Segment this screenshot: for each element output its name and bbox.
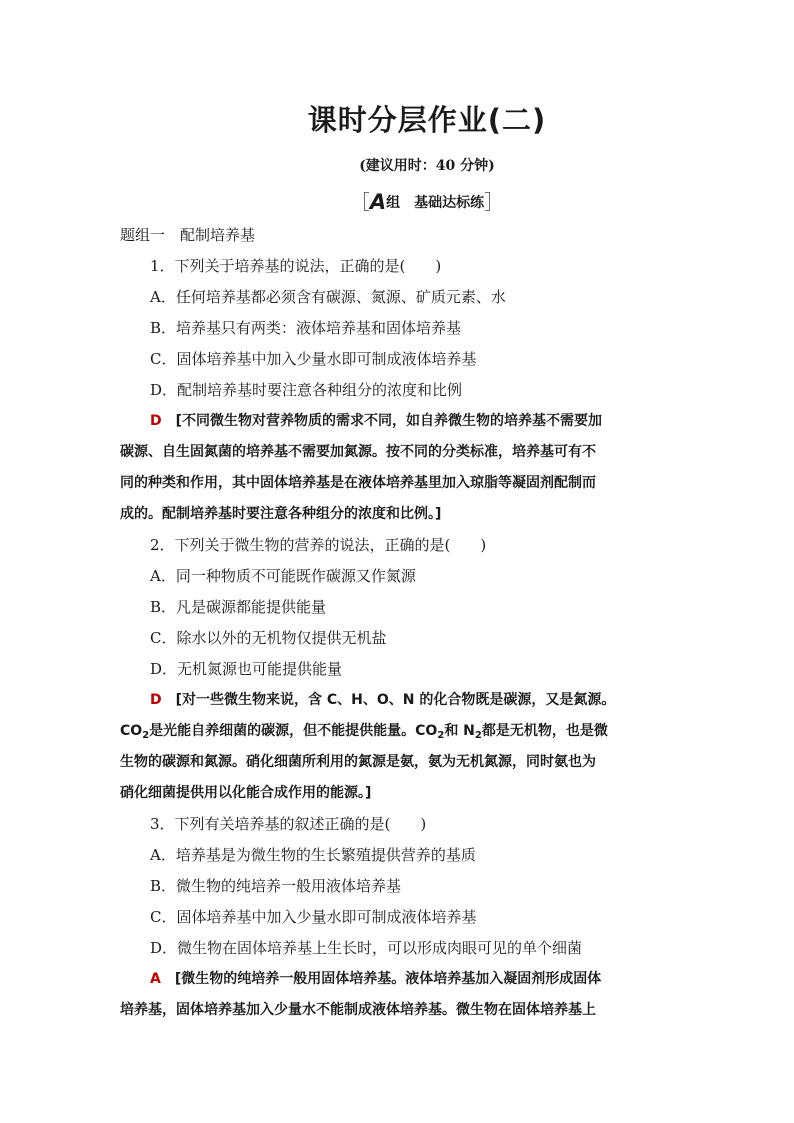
q1-explanation-line-4: 成的。配制培养基时要注意各种组分的浓度和比例。] <box>120 506 442 522</box>
q2-explanation-text-2c: 都是无机物，也是微 <box>481 723 608 739</box>
q1-explanation-line-2: 碳源、自生固氮菌的培养基不需要加氮源。按不同的分类标准，培养基可有不 <box>120 444 596 460</box>
page-title: 课时分层作业(二) <box>307 103 547 137</box>
section-heading: 题组一 配制培养基 <box>120 226 256 244</box>
subscript-2-c: 2 <box>474 730 482 741</box>
q3-explanation-text-1: [微生物的纯培养一般用固体培养基。液体培养基加入凝固剂形成固体 <box>174 971 602 987</box>
subscript-2-b: 2 <box>437 730 445 741</box>
q1-stem: 1．下列关于培养基的说法，正确的是( ) <box>150 257 442 275</box>
q2-explanation-line-1 <box>120 685 680 716</box>
q3-explanation-line-2: 培养基，固体培养基加入少量水不能制成液体培养基。微生物在固体培养基上 <box>120 1002 596 1018</box>
q2-explanation-line-4: 硝化细菌提供用以化能合成作用的能源。] <box>120 785 372 801</box>
q2-answer: D <box>150 692 162 708</box>
q2-option-b: B．凡是碳源都能提供能量 <box>150 598 327 616</box>
subscript-2-a: 2 <box>142 730 150 741</box>
q2-explanation-text-1: [对一些微生物来说，含 C、H、O、N 的化合物既是碳源，又是氮源。 <box>175 692 616 708</box>
q1-option-c: C．固体培养基中加入少量水即可制成液体培养基 <box>150 350 477 368</box>
q1-explanation-text-1: [不同微生物对营养物质的需求不同，如自养微生物的培养基不需要加 <box>175 413 603 429</box>
q1-explanation-line-3: 同的种类和作用，其中固体培养基是在液体培养基里加入琼脂等凝固剂配制而 <box>120 475 596 491</box>
q1-option-a: A．任何培养基都必须含有碳源、氮源、矿质元素、水 <box>150 288 506 306</box>
co2-formula-a: CO <box>120 723 143 739</box>
q2-explanation-text-2b: 和 N <box>444 723 475 739</box>
q3-option-d: D．微生物在固体培养基上生长时，可以形成肉眼可见的单个细菌 <box>150 939 583 957</box>
time-suggestion: (建议用时：40 分钟) <box>359 158 495 174</box>
co2-formula-b: CO <box>415 723 438 739</box>
bracket-open: ［ <box>349 190 370 214</box>
q1-explanation-line-1 <box>120 406 680 437</box>
group-label: 组 基础达标练 <box>386 195 485 211</box>
q3-stem: 3．下列有关培养基的叙述正确的是( ) <box>150 815 427 833</box>
q2-explanation-line-2 <box>120 716 680 747</box>
q1-answer: D <box>150 413 162 429</box>
q3-option-b: B．微生物的纯培养一般用液体培养基 <box>150 877 402 895</box>
q3-option-c: C．固体培养基中加入少量水即可制成液体培养基 <box>150 908 477 926</box>
q3-option-a: A．培养基是为微生物的生长繁殖提供营养的基质 <box>150 846 476 864</box>
q2-explanation-line-3: 生物的碳源和氮源。硝化细菌所利用的氮源是氨，氨为无机氮源，同时氨也为 <box>120 754 596 770</box>
q2-explanation-text-2a: 是光能自养细菌的碳源，但不能提供能量。 <box>149 723 416 739</box>
group-letter: A <box>369 190 387 214</box>
q1-option-d: D．配制培养基时要注意各种组分的浓度和比例 <box>150 381 463 399</box>
q1-option-b: B．培养基只有两类：液体培养基和固体培养基 <box>150 319 462 337</box>
q2-option-a: A．同一种物质不可能既作碳源又作氮源 <box>150 567 416 585</box>
content-body <box>120 220 680 1026</box>
q2-option-c: C．除水以外的无机物仅提供无机盐 <box>150 629 387 647</box>
q3-explanation-line-1 <box>120 964 680 995</box>
q3-answer: A <box>150 971 161 987</box>
bracket-close: ］ <box>484 190 505 214</box>
group-header <box>0 186 794 215</box>
q2-stem: 2．下列关于微生物的营养的说法，正确的是( ) <box>150 536 487 554</box>
q2-option-d: D．无机氮源也可能提供能量 <box>150 660 343 678</box>
